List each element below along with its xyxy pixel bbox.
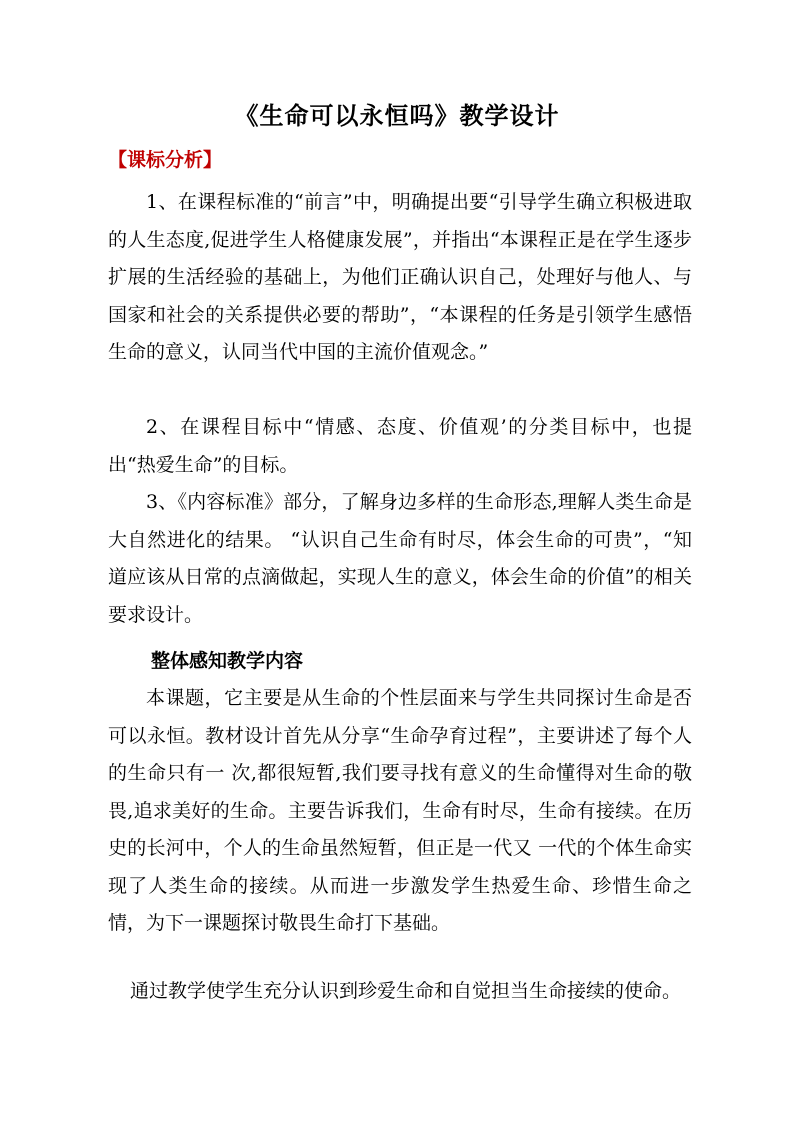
subheading-overall-content: 整体感知教学内容 [151, 650, 304, 672]
paragraph-1: 1、在课程标准的“前言”中，明确提出要“引导学生确立积极进取的人生态度,促进学生人格健康发展”，并指出“本课程正是在学生逐步扩展的生活经验的基础上，为他们正确认识自己，处理好与他人、与国家和社会的关系提供必要的帮助”，“本课程的任务是引领学生感悟生命的意义，认同当代中国的主流价值观念。” [108, 191, 692, 363]
section-label-curriculum-analysis: 【课标分析】 [108, 149, 223, 171]
paragraph-2: 2、在课程目标中“情感、态度、价值观’的分类目标中，也提出“热爱生命”的目标。 [108, 416, 692, 476]
paragraph-3: 3、《内容标准》部分，了解身边多样的生命形态,理解人类生命是大自然进化的结果。 “认识自己生命有时尽，体会生命的可贵”，“知道应该从日常的点滴做起，实现人生的意义，体会生命的价值”的相关要求设计。 [108, 491, 692, 626]
document-title: 《生命可以永恒吗》教学设计 [234, 101, 560, 130]
closing-line: 通过教学使学生充分认识到珍爱生命和自觉担当生命接续的使命。 [130, 980, 682, 1002]
body-paragraph: 本课题，它主要是从生命的个性层面来与学生共同探讨生命是否可以永恒。教材设计首先从分享“生命孕育过程”，主要讲述了每个人的生命只有一 次,都很短暂,我们要寻找有意义的生命懂得对生命的敬畏,追求美好的生命。主要告诉我们，生命有时尽，生命有接续。在历史的长河中，个人的生命虽然短暂，但正是一代又 一代的个体生命实现了人类生命的接续。从而进一步激发学生热爱生命、珍惜生命之情，为下一课题探讨敬畏生命打下基础。 [108, 687, 692, 934]
